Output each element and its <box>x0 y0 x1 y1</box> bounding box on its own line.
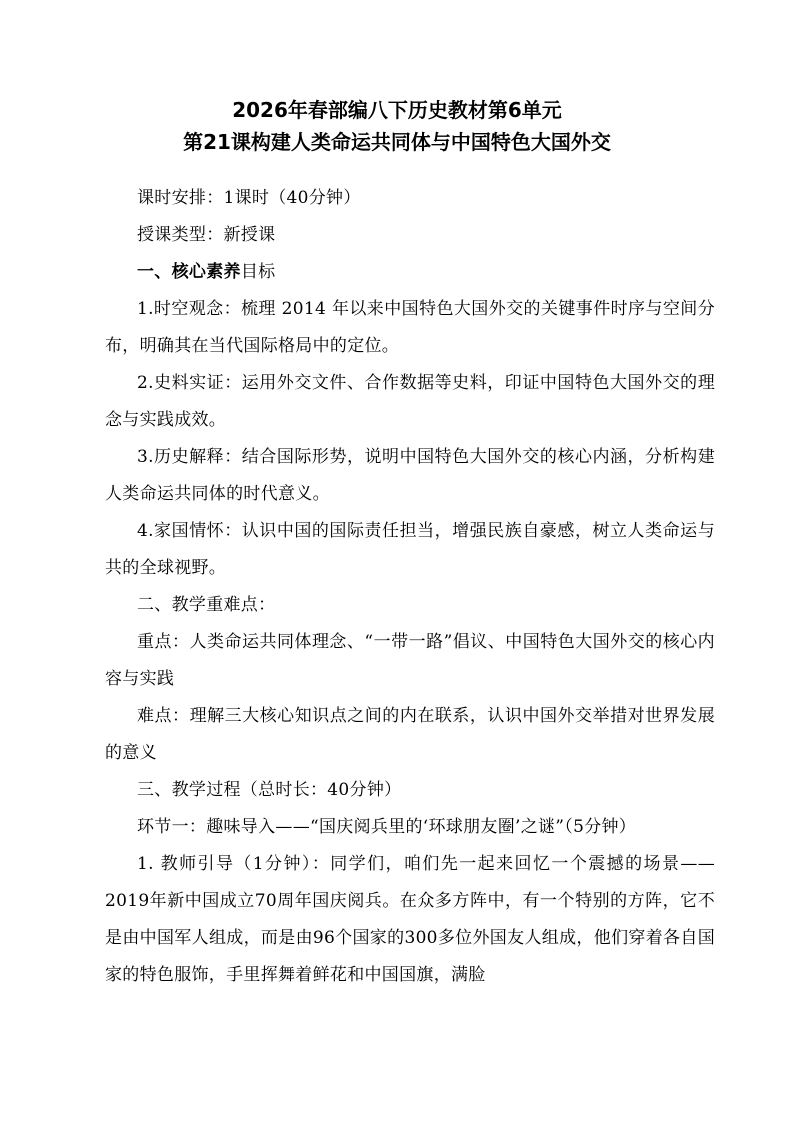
process-step-1-heading: 环节一：趣味导入——“国庆阅兵里的‘环球朋友圈’之谜”（5分钟） <box>137 817 637 837</box>
section-heading-process: 三、教学过程（总时长：40分钟） <box>137 780 402 800</box>
focus-key-points: 重点：人类命运共同体理念、“一带一路”倡议、中国特色大国外交的核心内容与实践 <box>105 632 715 689</box>
document-body <box>105 180 715 994</box>
goal-item-3: 3.历史解释：结合国际形势，说明中国特色大国外交的核心内涵，分析构建人类命运共同体的时代意义。 <box>105 447 715 504</box>
goal-item-4: 4.家国情怀：认识中国的国际责任担当，增强民族自豪感，树立人类命运与共的全球视野。 <box>105 521 715 578</box>
section-heading-rest: 目标 <box>240 262 276 282</box>
goal-item-1: 1.时空观念：梳理 2014 年以来中国特色大国外交的关键事件时序与空间分布，明确其在当代国际格局中的定位。 <box>105 299 715 356</box>
lesson-type-line: 授课类型：新授课 <box>137 225 276 245</box>
class-hours-line: 课时安排：1课时（40分钟） <box>137 188 361 208</box>
process-step-1-paragraph: 1. 教师引导（1分钟）：同学们，咱们先一起来回忆一个震撼的场景——2019年新中国成立70周年国庆阅兵。在众多方阵中，有一个特别的方阵，它不是由中国军人组成，而是由96个国家的300多位外国友人组成，他们穿着各自国家的特色服饰，手里挥舞着鲜花和中国国旗，满脸 <box>105 854 715 985</box>
goal-item-2: 2.史料实证：运用外交文件、合作数据等史料，印证中国特色大国外交的理念与实践成效。 <box>105 373 715 430</box>
focus-difficult-points: 难点：理解三大核心知识点之间的内在联系，认识中国外交举措对世界发展的意义 <box>105 706 715 763</box>
section-heading-lead: 一、核心素养 <box>137 262 241 282</box>
document-title-line1: 2026年春部编八下历史教材第6单元 <box>232 98 562 122</box>
document-title-line2: 第21课构建人类命运共同体与中国特色大国外交 <box>183 130 611 154</box>
section-heading-goals <box>105 254 715 291</box>
section-heading-focus: 二、教学重难点： <box>137 595 276 615</box>
